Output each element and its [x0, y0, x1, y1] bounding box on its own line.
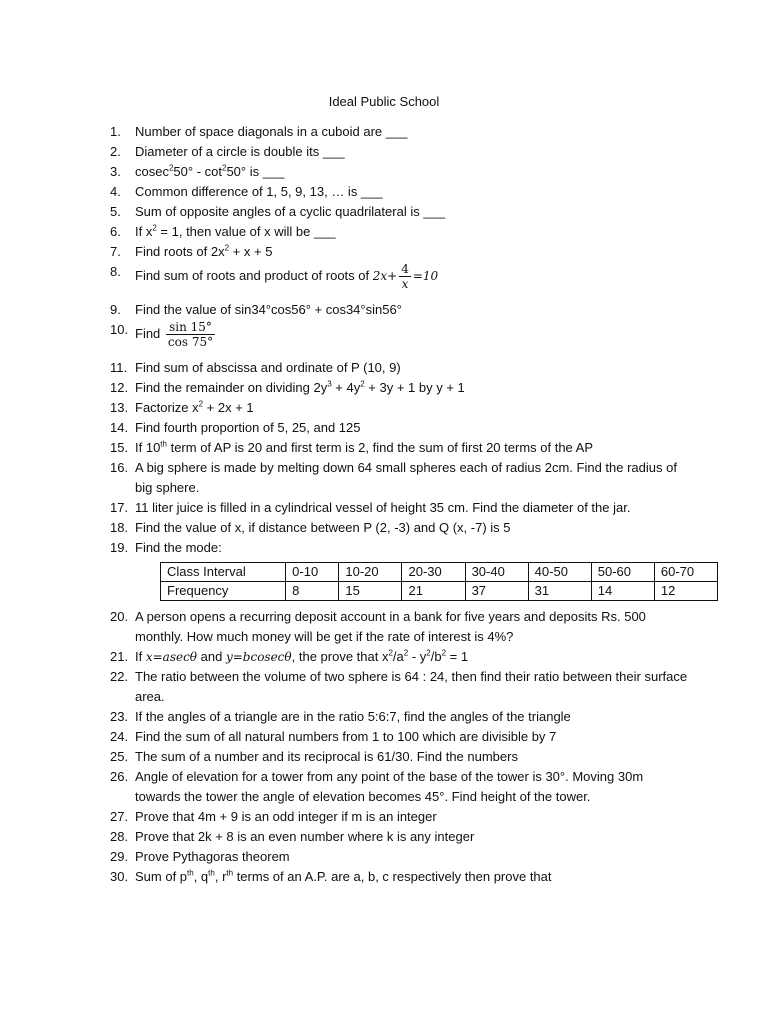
table-cell: 8 — [286, 582, 339, 601]
table-cell: 40-50 — [528, 563, 591, 582]
question-18: 18. Find the value of x, if distance between P (2, -3) and Q (x, -7) is 5 — [110, 520, 511, 535]
question-24: 24. Find the sum of all natural numbers from 1 to 100 which are divisible by 7 — [110, 729, 557, 744]
question-5: 5. Sum of opposite angles of a cyclic quadrilateral is ___ — [110, 204, 446, 219]
question-21: 21. If x=asecθ and y=bcosecθ, the prove that $x^2/a^2 - y^2/b^2 = 1$ — [110, 648, 469, 664]
table-cell: 0-10 — [286, 563, 339, 582]
question-15: 15. If 10th term of AP is 20 and first term is 2, find the sum of first 20 terms of the AP — [110, 439, 594, 455]
table-cell: 12 — [654, 582, 717, 601]
question-19: 19. Find the mode: Class Interval 0-10 10-20 20-30 30-40 40-50 50-60 60-70 Frequency 8 15 21 37 31 14 12 — [110, 538, 690, 601]
question-2: 2. Diameter of a circle is double its ___ — [110, 144, 345, 159]
document-title: Ideal Public School — [328, 94, 440, 109]
question-28: 28. Prove that 2k + 8 is an even number where k is any integer — [110, 829, 475, 844]
question-30: 30. Sum of $p^{th}$, $q^{th}$, $r^{th}$ terms of an A.P. are a, b, c respectively then prove that — [110, 868, 552, 884]
table-cell: 10-20 — [339, 563, 402, 582]
table-cell: 21 — [402, 582, 465, 601]
question-25: 25. The sum of a number and its reciprocal is 61/30. Find the numbers — [110, 749, 518, 764]
question-4: 4. Common difference of 1, 5, 9, 13, … is ___ — [110, 184, 383, 199]
question-29: 29. Prove Pythagoras theorem — [110, 849, 290, 864]
table-row — [161, 563, 718, 582]
table-cell: 15 — [339, 582, 402, 601]
question-13: 13. Factorize $x^2 + 2x + 1$ — [110, 399, 254, 415]
table-cell: 50-60 — [591, 563, 654, 582]
table-cell: 14 — [591, 582, 654, 601]
question-8: 8. Find sum of roots and product of roots of 2x+ $\frac{4}{x}$ =10 — [110, 262, 439, 291]
table-cell: Frequency — [161, 582, 286, 601]
question-26: 26. Angle of elevation for a tower from any point of the base of the tower is 30°. Moving 30m towards the tower the angle of elevation becomes 45°. Find height of the tower. — [110, 769, 644, 804]
table-cell: 37 — [465, 582, 528, 601]
table-cell: Class Interval — [161, 563, 286, 582]
question-3: 3. $cosec^250^\circ - \cot^250^\circ$ is ___ — [110, 163, 285, 179]
question-17: 17. 11 liter juice is filled in a cylindrical vessel of height 35 cm. Find the diameter of the jar. — [110, 500, 631, 515]
question-20: 20. A person opens a recurring deposit account in a bank for five years and deposits Rs. 500 monthly. How much money will be get if the rate of interest is 4%? — [110, 609, 646, 644]
equation-lhs: 2x+ — [372, 268, 398, 283]
question-list — [110, 122, 695, 887]
mode-table — [160, 562, 718, 601]
question-10: 10. Find $\frac{\sin 15^\circ}{\cos 75^\circ}$ — [110, 320, 214, 349]
fraction: $\frac{4}{x}$ — [401, 262, 409, 291]
question-9: 9. Find the value of sin34°cos56° + cos34°sin56° — [110, 302, 402, 317]
question-11: 11. Find sum of abscissa and ordinate of P (10, 9) — [110, 360, 401, 375]
table-cell: 30-40 — [465, 563, 528, 582]
table-cell: 31 — [528, 582, 591, 601]
table-cell: 20-30 — [402, 563, 465, 582]
question-7: 7. Find roots of $2x^2 + x + 5$ — [110, 243, 273, 259]
question-27: 27. Prove that 4m + 9 is an odd integer if m is an integer — [110, 809, 437, 824]
question-1: 1. Number of space diagonals in a cuboid are ___ — [110, 124, 408, 139]
fraction: $\frac{\sin 15^\circ}{\cos 75^\circ}$ — [167, 320, 214, 349]
table-row — [161, 582, 718, 601]
question-14: 14. Find fourth proportion of 5, 25, and 125 — [110, 420, 361, 435]
question-6: 6. If $x^2 = 1$, then value of x will be ___ — [110, 223, 336, 239]
question-16: 16. A big sphere is made by melting down 64 small spheres each of radius 2cm. Find the radius of big sphere. — [110, 460, 677, 495]
question-22: 22. The ratio between the volume of two sphere is 64 : 24, then find their ratio between their surface area. — [110, 669, 688, 704]
question-23: 23. If the angles of a triangle are in the ratio 5:6:7, find the angles of the triangle — [110, 709, 571, 724]
equation-rhs: =10 — [412, 268, 439, 283]
question-12: 12. Find the remainder on dividing $2y^3 + 4y^2 + 3y + 1$ by y + 1 — [110, 379, 465, 395]
table-cell: 60-70 — [654, 563, 717, 582]
